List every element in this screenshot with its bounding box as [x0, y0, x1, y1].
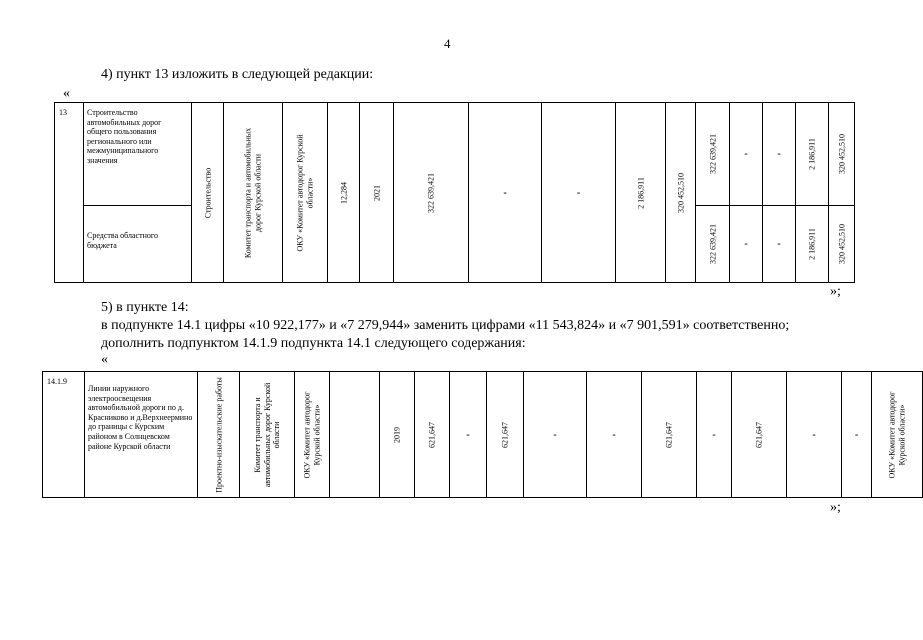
row13-year-cell	[360, 103, 394, 283]
row13-fin-v2-cell	[796, 103, 829, 206]
row1419-dash-cell-4	[697, 372, 732, 498]
row13-executor-cell	[283, 103, 328, 283]
row1419-name-cell	[85, 372, 198, 498]
row1419-dash-2: -	[553, 429, 557, 440]
row13-customer: Комитет транспорта и автомобильных дорог Курской области	[243, 127, 262, 258]
row13-fin-dash-2: -	[777, 148, 781, 160]
row1419-executor2: ОКУ «Комитет автодорог Курской области»	[887, 391, 906, 478]
row1419-v1-cell	[415, 372, 450, 498]
row13-fin-total-cell	[696, 103, 730, 206]
row13-sub-v3-cell	[829, 206, 855, 283]
row1419-dash-5: -	[812, 429, 816, 440]
row1419-dash-cell-5	[787, 372, 842, 498]
row13-sub-dash-cell-2	[763, 206, 796, 283]
row1419-dash-cell-3	[587, 372, 642, 498]
row13-fin-dash-cell-2	[763, 103, 796, 206]
row13-customer-cell	[224, 103, 283, 283]
row1419-dash-cell-6	[842, 372, 872, 498]
row13-v3: 320 452,510	[675, 172, 685, 213]
row1419-dash: -	[466, 429, 470, 440]
row1419-v4-cell	[732, 372, 787, 498]
row13-length-cell	[328, 103, 360, 283]
item1419-table	[42, 371, 923, 498]
row1419-executor2-cell	[872, 372, 923, 498]
row13-sub-v2: 2 186,911	[807, 228, 817, 260]
row1419-v4: 621,647	[754, 421, 764, 448]
item5-line2: дополнить подпунктом 14.1.9 подпункта 14.1 следующего содержания:	[101, 336, 526, 351]
row13-total: 322 639,421	[426, 172, 436, 213]
row13-fin-v2: 2 186,911	[807, 138, 817, 170]
row1419-customer: Комитет транспорта и автомобильных дорог Курской области	[252, 382, 281, 487]
item4-open-quote: «	[63, 86, 70, 101]
row13-sub-v2-cell	[796, 206, 829, 283]
row13-sub-dash: -	[744, 238, 748, 250]
row13-dash: -	[503, 187, 507, 198]
row13-fin-dash-cell	[730, 103, 763, 206]
row1419-v3-cell	[642, 372, 697, 498]
item4-close-quote: »;	[830, 284, 841, 299]
row1419-number-cell	[43, 372, 85, 498]
row13-year: 2021	[371, 184, 381, 201]
row13-dash-cell-2	[542, 103, 616, 283]
item5-close-quote: »;	[830, 500, 841, 515]
row13-sub-total: 322 639,421	[707, 224, 717, 264]
row13-sub-v3: 320 452,510	[836, 224, 846, 264]
row13-fin-v3-cell	[829, 103, 855, 206]
row13-length: 12,284	[338, 181, 348, 204]
row1419-dash-6: -	[854, 429, 859, 440]
row13-total-cell	[394, 103, 469, 283]
row13-work-type-cell	[192, 103, 224, 283]
item5-line1: в подпункте 14.1 цифры «10 922,177» и «7 279,944» заменить цифрами «11 543,824» и «7 901,591» соответственно;	[101, 318, 790, 333]
row1419-dash-cell-2	[524, 372, 587, 498]
row13-executor: ОКУ «Комитет автодорог Курской области»	[295, 134, 314, 251]
item4-heading: 4) пункт 13 изложить в следующей редакции:	[101, 67, 374, 82]
item5-open-quote: «	[101, 352, 108, 367]
row13-dash-2: -	[576, 187, 581, 198]
row13-sub-dash-2: -	[777, 238, 781, 250]
row13-number-cell	[55, 103, 84, 283]
row13-work-type: Строительство	[202, 167, 212, 218]
row1419-work-type: Проектно-изыскательские работы	[213, 376, 223, 493]
row13-dash-cell	[469, 103, 542, 283]
row1419-v2-cell	[487, 372, 524, 498]
row1419-dash-cell	[450, 372, 487, 498]
row13-number: 13	[59, 108, 67, 117]
item5-heading: 5) в пункте 14:	[101, 300, 189, 315]
row13-fin-v3: 320 452,510	[836, 134, 846, 174]
page-number: 4	[444, 36, 451, 51]
row13-v2-cell	[616, 103, 666, 283]
row13-v2: 2 186,911	[635, 176, 645, 209]
row13-fin-dash: -	[744, 148, 748, 160]
row13-sub-dash-cell	[730, 206, 763, 283]
row1419-name: Линии наружного электроосвещения автомобильной дороги по д. Красниково и д.Верхнеермино до границы с Курским районом в Солнцевском районе Курской области	[88, 384, 193, 451]
row1419-number: 14.1.9	[47, 377, 67, 386]
row1419-year-cell	[380, 372, 415, 498]
row1419-executor: ОКУ «Комитет автодорог Курской области»	[302, 391, 321, 478]
row1419-dash-3: -	[612, 429, 616, 440]
row1419-empty-cell	[330, 372, 380, 498]
row1419-year: 2019	[392, 426, 402, 443]
row13-sub-name: Средства областного бюджета	[87, 231, 158, 250]
row13-v3-cell	[666, 103, 696, 283]
row13-subname-cell	[84, 206, 192, 283]
row13-name-cell	[84, 103, 192, 206]
row13-sub-total-cell	[696, 206, 730, 283]
row1419-work-type-cell	[198, 372, 240, 498]
item13-table	[54, 102, 855, 283]
row1419-executor-cell	[295, 372, 330, 498]
row1419-dash-4: -	[712, 429, 716, 440]
row1419-v1: 621,647	[427, 421, 437, 448]
row13-name: Строительство автомобильных дорог общего пользования регионального или межмуниципального значения	[87, 108, 162, 165]
row13-fin-total: 322 639,421	[707, 134, 717, 174]
row1419-v2: 621,647	[500, 421, 510, 448]
row1419-customer-cell	[240, 372, 295, 498]
row1419-v3: 621,647	[664, 421, 674, 448]
